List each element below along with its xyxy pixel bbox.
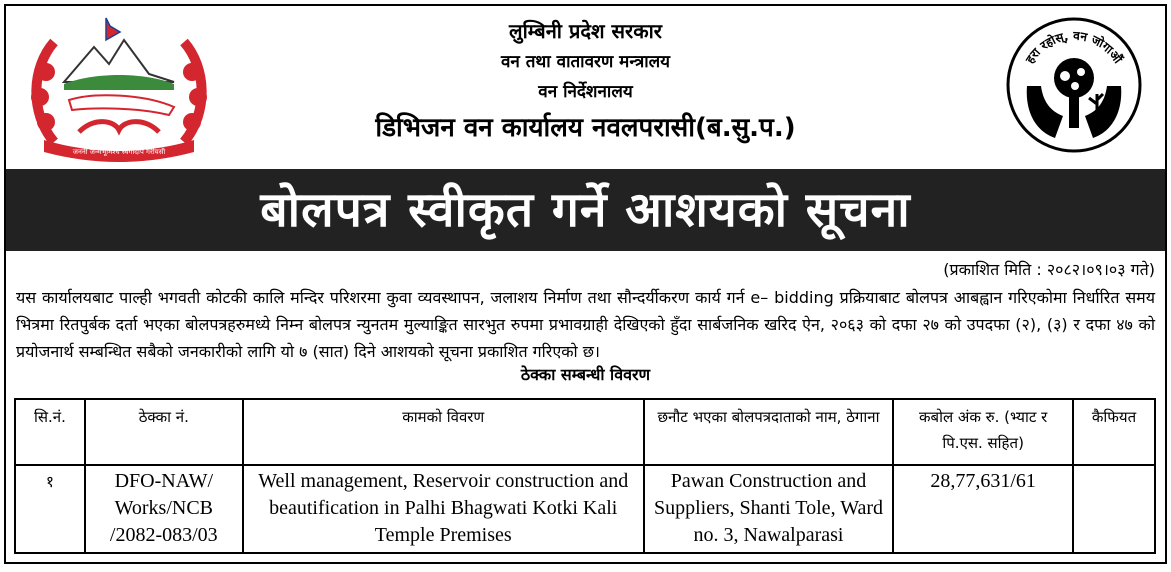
- header-remarks: कैफियत: [1073, 399, 1155, 465]
- directorate-heading: वन निर्देशनालय: [538, 82, 633, 102]
- provincial-government-heading: लुम्बिनी प्रदेश सरकार: [509, 19, 662, 43]
- notice-page: [4, 4, 1167, 564]
- office-title-block: [306, 16, 865, 149]
- cell-bid-amount: 28,77,631/61: [893, 465, 1073, 553]
- cell-bidder: Pawan Construction and Suppliers, Shanti Tole, Ward no. 3, Nawalparasi: [644, 465, 894, 553]
- header-contract-no: ठेक्का नं.: [85, 399, 243, 465]
- table-row: [15, 465, 1155, 553]
- nepal-emblem-icon: [24, 12, 214, 162]
- cell-contract-no: DFO-NAW/ Works/NCB /2082-083/03: [85, 465, 243, 553]
- logo-slogan: हरा रहोस्, वन जोगाऔं: [1022, 28, 1126, 66]
- header-sn: सि.नं.: [15, 399, 85, 465]
- forest-hands-logo-icon: [1005, 16, 1143, 154]
- cell-remarks: [1073, 465, 1155, 553]
- header-bid-amount: कबोल अंक रु. (भ्याट र पि.एस. सहित): [893, 399, 1073, 465]
- ministry-heading: वन तथा वातावरण मन्त्रालय: [500, 52, 671, 72]
- table-header-row: [15, 399, 1155, 465]
- emblem-motto: जननी जन्मभूमिश्च स्वर्गादपि गरीयसी: [72, 148, 166, 156]
- cell-sn: १: [15, 465, 85, 553]
- header-bidder: छनौट भएका बोलपत्रदाताको नाम, ठेगाना: [644, 399, 894, 465]
- contract-table: [14, 398, 1156, 554]
- notice-body-text: यस कार्यालयबाट पाल्ही भगवती कोटकी कालि मन्दिर परिशरमा कुवा व्यवस्थापन, जलाशय निर्माण तथा सौन्दर्यीकरण कार्य गर्न e– bidding प्रक्रियाबाट बोलपत्र आबह्वान गरिएकोमा निर्धारित समय भित्रमा रितपुर्बक दर्ता भएका बोलपत्रहरुमध्ये निम्न बोलपत्र न्युनतम मुल्याङ्कित सारभुत रुपमा प्रभावग्राही देखिएको हुँदा सार्बजनिक खरिद ऐन, २०६३ को दफा २७ को उपदफा (२), (३) र दफा ४७ को प्रयोजनार्थ सम्बन्धित सबैको जनकारीको लागि यो ७ (सात) दिने आशयको सूचना प्रकाशित गरिएको छ।: [16, 288, 1155, 361]
- cell-work-description: Well management, Reservoir construction and beautification in Palhi Bhagwati Kotki Kali Temple Premises: [243, 465, 644, 553]
- notice-title-banner: बोलपत्र स्वीकृत गर्ने आशयको सूचना: [6, 169, 1165, 251]
- division-office-heading: डिभिजन वन कार्यालय नवलपरासी(ब.सु.प.): [375, 113, 796, 143]
- header-work-description: कामको विवरण: [243, 399, 644, 465]
- contract-details-heading: ठेक्का सम्बन्धी विवरण: [520, 365, 651, 384]
- publication-date: (प्रकाशित मिति : २०८२।०९।०३ गते): [943, 260, 1155, 279]
- header: [6, 6, 1165, 166]
